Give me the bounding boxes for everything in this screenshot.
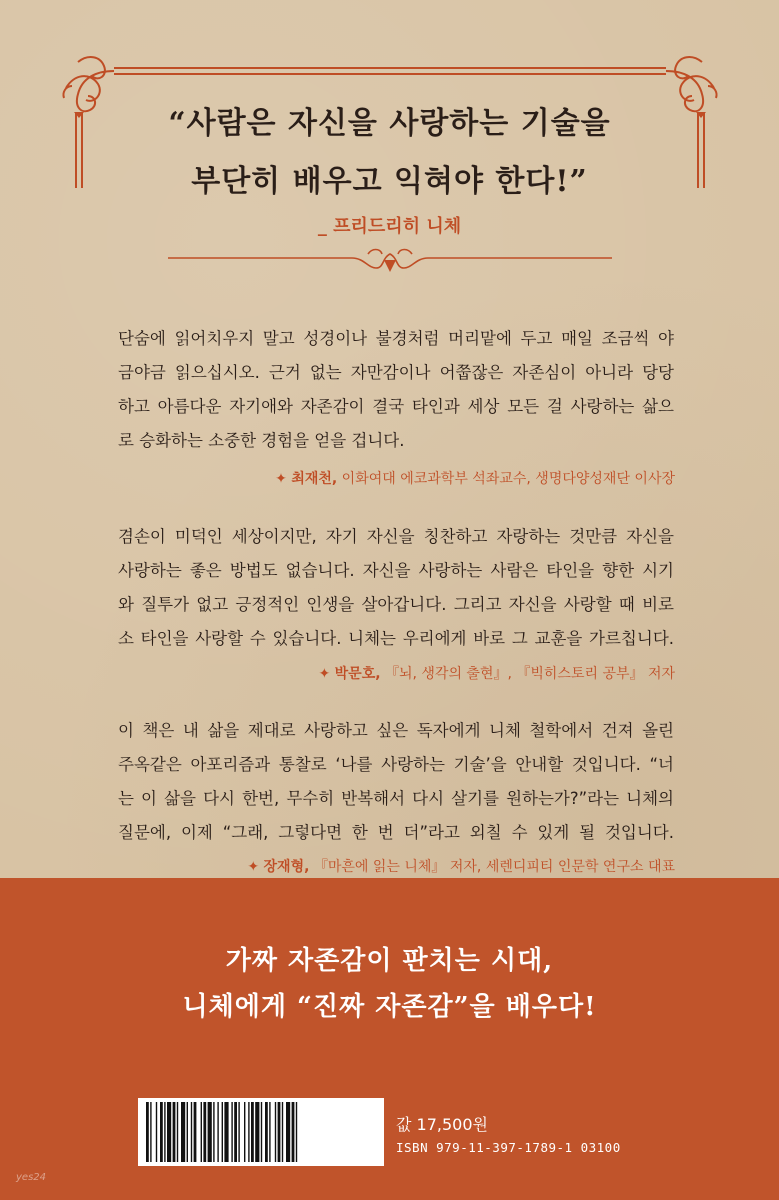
endorsement-1-line: 단숨에 읽어치우지 말고 성경이나 불경처럼 머리맡에 두고 매일 조금씩 야 [118,329,674,348]
isbn-label: ISBN 979-11-397-1789-1 03100 [396,1140,621,1155]
endorser-title: 『마흔에 읽는 니체』 저자, 세렌디피티 인문학 연구소 대표 [313,859,675,875]
endorser-name: 최재천, [291,471,338,487]
endorsement-1-line: 하고 아름다운 자기애와 자존감이 결국 타인과 세상 모든 걸 사랑하는 삶으 [118,397,674,416]
endorsement-text-3 [118,714,674,850]
tagline-line-1: 가짜 자존감이 판치는 시대, [225,946,554,976]
quote-author: _ 프리드리히 니체 [317,216,462,237]
endorser-title: 『뇌, 생각의 출현』, 『빅히스토리 공부』 저자 [384,666,675,682]
watermark: yes24 [16,1172,47,1183]
flourish-ornament-icon [168,246,612,280]
star-bullet-icon: ✦ [247,859,260,875]
quote-line-2: 부단히 배우고 익혀야 한다!” [191,164,588,199]
endorsement-text-1 [118,322,674,458]
star-bullet-icon: ✦ [275,471,287,487]
endorsement-2-line: 와 질투가 없고 긍정적인 인생을 살아갑니다. 그리고 자신을 사랑할 때 비로 [118,595,674,614]
endorsement-2-line: 겸손이 미덕인 세상이지만, 자기 자신을 칭찬하고 자랑하는 것만큼 자신을 [118,527,674,546]
endorsement-text-2 [118,520,674,656]
endorser-3 [247,856,675,876]
endorser-title: 이화여대 에코과학부 석좌교수, 생명다양성재단 이사장 [337,471,675,487]
barcode-icon [138,1098,384,1166]
bottom-band [0,878,779,1200]
endorser-name: 박문호, [334,666,381,682]
endorsement-3-line: 주옥같은 아포리즘과 통찰로 ‘나를 사랑하는 기술’을 안내할 것입니다. “너 [118,755,674,774]
endorser-2 [318,663,675,683]
quote-line-1: “사람은 자신을 사랑하는 기술을 [168,106,611,141]
endorser-name: 장재형, [263,859,310,875]
endorsement-1-line: 로 승화하는 소중한 경험을 얻을 겁니다. [118,431,405,450]
endorsement-3-line: 이 책은 내 삶을 제대로 사랑하고 싶은 독자에게 니체 철학에서 건져 올린 [118,721,674,740]
endorsement-3-line: 는 이 삶을 다시 한번, 무수히 반복해서 다시 살기를 원하는가?”라는 니체의 [118,789,674,808]
endorsement-1-line: 금야금 읽으십시오. 근거 없는 자만감이나 어쭙잖은 자존심이 아니라 당당 [118,363,674,382]
price-label: 값 17,500원 [396,1115,488,1134]
endorser-1 [275,468,675,488]
tagline-line-2: 니체에게 “진짜 자존감”을 배우다! [182,992,597,1022]
endorsement-2-line: 소 타인을 사랑할 수 있습니다. 니체는 우리에게 바로 그 교훈을 가르칩니다. [118,629,674,648]
endorsement-2-line: 사랑하는 좋은 방법도 없습니다. 자신을 사랑하는 사람은 타인을 향한 시기 [118,561,674,580]
endorsement-3-line: 질문에, 이제 “그래, 그렇다면 한 번 더”라고 외칠 수 있게 될 것입니다. [118,823,674,842]
star-bullet-icon: ✦ [318,666,331,682]
